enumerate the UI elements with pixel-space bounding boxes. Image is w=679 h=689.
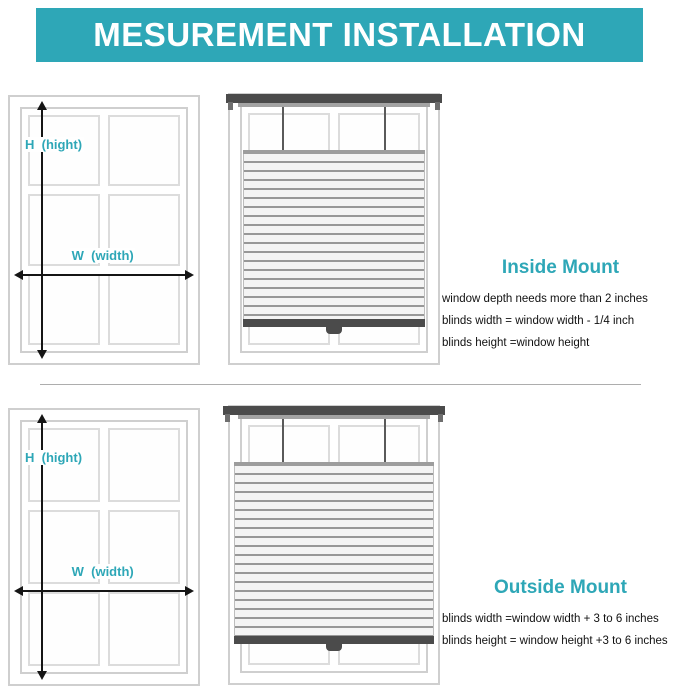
window-pane (108, 115, 180, 186)
window-pane (108, 592, 180, 666)
blinds-window-outside-mount (228, 405, 440, 685)
pull-handle (326, 644, 342, 651)
measurement-window-outside (8, 408, 200, 686)
note-line: blinds height = window height +3 to 6 inches (442, 635, 668, 647)
note-line: blinds width =window width + 3 to 6 inches (442, 613, 659, 625)
shade-pleats (243, 154, 425, 319)
headrail (223, 406, 445, 415)
shade-pleats (234, 466, 434, 636)
pleated-shade (234, 462, 434, 651)
note-line: blinds width = window width - 1/4 inch (442, 315, 635, 327)
mount-notes (442, 288, 679, 354)
mount-title: Outside Mount (494, 577, 627, 598)
mount-notes (442, 608, 679, 652)
headrail-valance (238, 415, 430, 419)
mount-title: Inside Mount (501, 257, 620, 278)
outside-mount-info (442, 577, 679, 652)
shade-bottom-rail (243, 319, 425, 327)
header-banner (36, 8, 643, 62)
lift-cord-left (282, 416, 284, 462)
lift-cord-left (282, 104, 284, 150)
note-line: blinds height =window height (442, 337, 590, 349)
headrail-valance (238, 103, 430, 107)
section-divider (40, 384, 641, 385)
headrail (226, 94, 442, 103)
width-label: W (width) (71, 248, 134, 263)
window-pane (108, 274, 180, 345)
blinds-window-inside-mount (228, 93, 440, 365)
height-label: H (hight) (25, 137, 83, 152)
shade-bottom-rail (234, 636, 434, 644)
pleated-shade (243, 150, 425, 334)
width-arrow (14, 269, 194, 281)
height-label: H (hight) (25, 450, 83, 465)
header-title: MESUREMENT INSTALLATION (93, 16, 586, 53)
lift-cord-right (384, 104, 386, 150)
lift-cord-right (384, 416, 386, 462)
inside-mount-info (442, 257, 679, 354)
width-label: W (width) (71, 564, 134, 579)
width-arrow (14, 585, 194, 597)
measurement-window-inside (8, 95, 200, 365)
note-line: window depth needs more than 2 inches (442, 293, 648, 305)
pull-handle (326, 327, 342, 334)
window-pane (108, 428, 180, 502)
